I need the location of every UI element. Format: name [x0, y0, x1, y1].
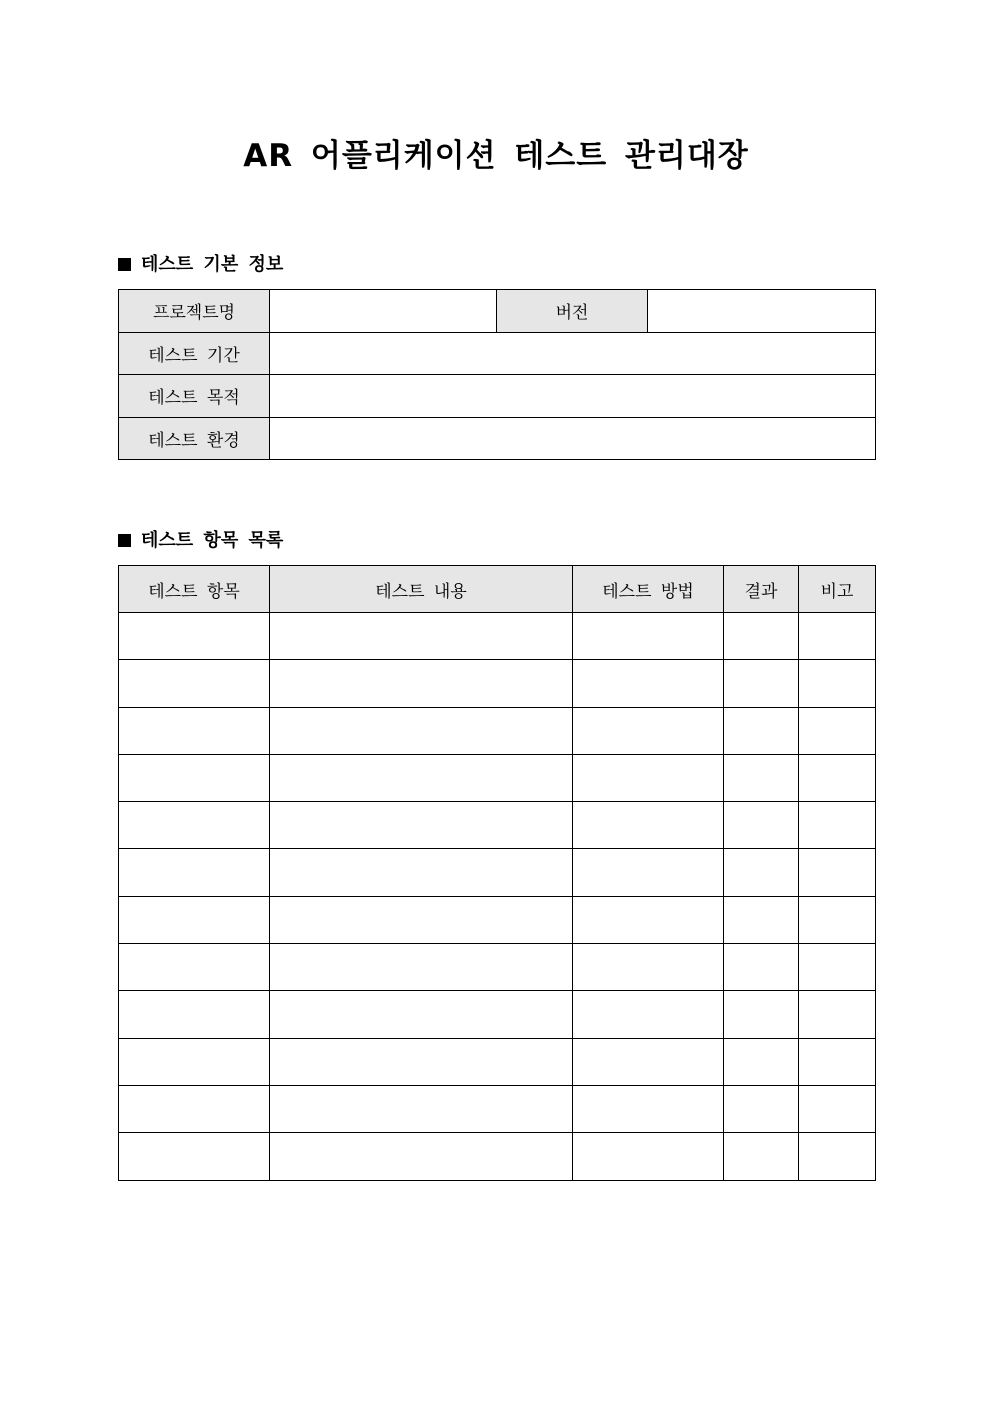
section-heading-test-items-text: 테스트 항목 목록	[141, 530, 284, 551]
basic-info-table	[118, 289, 876, 460]
table-row	[119, 613, 876, 660]
test-method-cell[interactable]	[573, 613, 724, 660]
result-cell[interactable]	[724, 849, 799, 896]
section-heading-basic-info-text: 테스트 기본 정보	[141, 254, 284, 275]
table-row	[119, 944, 876, 991]
remarks-cell[interactable]	[799, 849, 876, 896]
test-content-cell[interactable]	[270, 660, 573, 707]
test-environment-field[interactable]	[270, 417, 876, 460]
test-method-cell[interactable]	[573, 991, 724, 1038]
table-header-row	[119, 566, 876, 613]
test-item-cell[interactable]	[119, 802, 270, 849]
remarks-cell[interactable]	[799, 660, 876, 707]
column-header-remarks: 비고	[799, 566, 876, 613]
column-header-test-item: 테스트 항목	[119, 566, 270, 613]
test-method-cell[interactable]	[573, 944, 724, 991]
section-heading-basic-info	[118, 253, 283, 277]
table-row	[119, 754, 876, 801]
section-heading-test-items	[118, 529, 283, 553]
remarks-cell[interactable]	[799, 1038, 876, 1085]
column-header-test-content: 테스트 내용	[270, 566, 573, 613]
test-item-cell[interactable]	[119, 1038, 270, 1085]
remarks-cell[interactable]	[799, 1133, 876, 1180]
table-row	[119, 802, 876, 849]
column-header-result: 결과	[724, 566, 799, 613]
table-row	[119, 849, 876, 896]
result-cell[interactable]	[724, 991, 799, 1038]
test-purpose-field[interactable]	[270, 375, 876, 418]
test-method-cell[interactable]	[573, 660, 724, 707]
test-content-cell[interactable]	[270, 849, 573, 896]
table-row	[119, 660, 876, 707]
table-row	[119, 1085, 876, 1132]
test-method-cell[interactable]	[573, 896, 724, 943]
result-cell[interactable]	[724, 1038, 799, 1085]
test-item-cell[interactable]	[119, 849, 270, 896]
remarks-cell[interactable]	[799, 896, 876, 943]
result-cell[interactable]	[724, 613, 799, 660]
project-name-field[interactable]	[270, 290, 497, 333]
test-period-field[interactable]	[270, 332, 876, 375]
remarks-cell[interactable]	[799, 991, 876, 1038]
table-row	[119, 991, 876, 1038]
test-item-cell[interactable]	[119, 754, 270, 801]
version-label: 버전	[497, 290, 648, 333]
test-item-cell[interactable]	[119, 660, 270, 707]
table-row	[119, 417, 876, 460]
test-item-cell[interactable]	[119, 1085, 270, 1132]
test-method-cell[interactable]	[573, 802, 724, 849]
result-cell[interactable]	[724, 802, 799, 849]
test-item-cell[interactable]	[119, 896, 270, 943]
result-cell[interactable]	[724, 896, 799, 943]
test-content-cell[interactable]	[270, 707, 573, 754]
project-name-label: 프로젝트명	[119, 290, 270, 333]
test-content-cell[interactable]	[270, 613, 573, 660]
table-row	[119, 1133, 876, 1180]
test-content-cell[interactable]	[270, 1038, 573, 1085]
table-row	[119, 896, 876, 943]
remarks-cell[interactable]	[799, 754, 876, 801]
test-environment-label: 테스트 환경	[119, 417, 270, 460]
table-row	[119, 707, 876, 754]
test-item-cell[interactable]	[119, 944, 270, 991]
test-item-cell[interactable]	[119, 991, 270, 1038]
remarks-cell[interactable]	[799, 707, 876, 754]
remarks-cell[interactable]	[799, 613, 876, 660]
test-method-cell[interactable]	[573, 754, 724, 801]
test-item-cell[interactable]	[119, 707, 270, 754]
test-content-cell[interactable]	[270, 991, 573, 1038]
table-row	[119, 375, 876, 418]
version-field[interactable]	[648, 290, 876, 333]
test-purpose-label: 테스트 목적	[119, 375, 270, 418]
test-content-cell[interactable]	[270, 896, 573, 943]
table-row	[119, 332, 876, 375]
table-row	[119, 290, 876, 333]
test-item-cell[interactable]	[119, 1133, 270, 1180]
square-bullet-icon	[118, 258, 131, 271]
result-cell[interactable]	[724, 660, 799, 707]
test-content-cell[interactable]	[270, 802, 573, 849]
result-cell[interactable]	[724, 944, 799, 991]
remarks-cell[interactable]	[799, 1085, 876, 1132]
result-cell[interactable]	[724, 707, 799, 754]
result-cell[interactable]	[724, 1085, 799, 1132]
test-method-cell[interactable]	[573, 849, 724, 896]
table-row	[119, 1038, 876, 1085]
test-items-table	[118, 565, 876, 1181]
test-method-cell[interactable]	[573, 1038, 724, 1085]
test-item-cell[interactable]	[119, 613, 270, 660]
test-content-cell[interactable]	[270, 1133, 573, 1180]
test-method-cell[interactable]	[573, 1085, 724, 1132]
test-method-cell[interactable]	[573, 1133, 724, 1180]
test-content-cell[interactable]	[270, 754, 573, 801]
column-header-test-method: 테스트 방법	[573, 566, 724, 613]
test-content-cell[interactable]	[270, 1085, 573, 1132]
test-period-label: 테스트 기간	[119, 332, 270, 375]
result-cell[interactable]	[724, 1133, 799, 1180]
test-items-body	[119, 613, 876, 1181]
remarks-cell[interactable]	[799, 802, 876, 849]
page-title: AR 어플리케이션 테스트 관리대장	[243, 138, 749, 174]
remarks-cell[interactable]	[799, 944, 876, 991]
test-method-cell[interactable]	[573, 707, 724, 754]
result-cell[interactable]	[724, 754, 799, 801]
test-content-cell[interactable]	[270, 944, 573, 991]
square-bullet-icon	[118, 534, 131, 547]
